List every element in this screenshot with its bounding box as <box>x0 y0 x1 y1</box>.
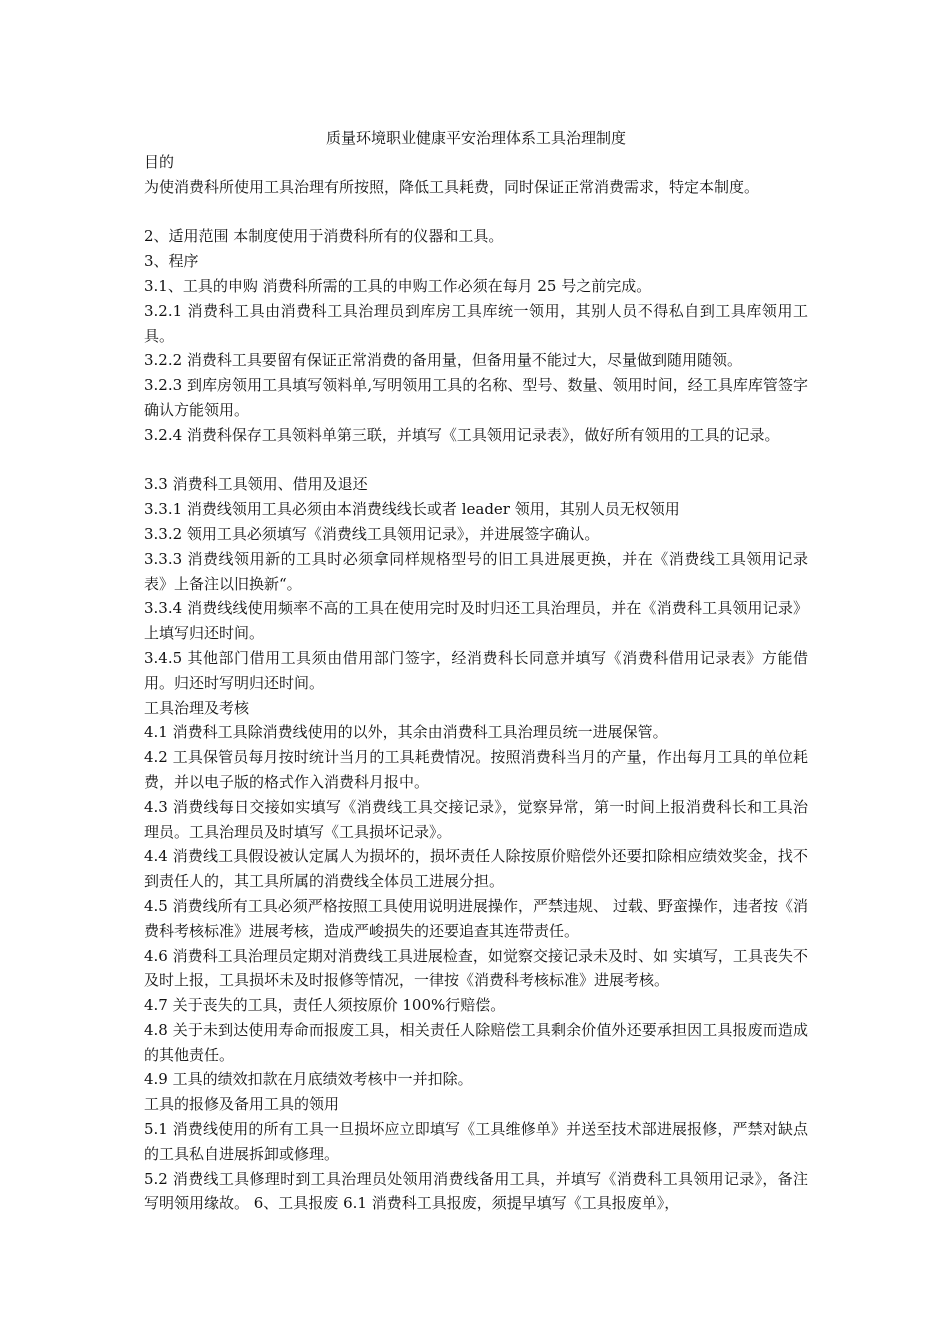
paragraph: 3.1、工具的申购 消费科所需的工具的申购工作必须在每月 25 号之前完成。 <box>144 276 652 295</box>
paragraph: 4.3 消费线每日交接如实填写《消费线工具交接记录》，觉察异常，第一时间上报消费科长和工具治理员。工具治理员及时填写《工具损坏记录》。 <box>144 797 808 841</box>
section-heading-purpose: 目的 <box>144 153 175 171</box>
paragraph: 3.4.5 其他部门借用工具须由借用部门签字，经消费科长同意并填写《消费科借用记录表》方能借用。归还时写明归还时间。 <box>144 648 808 692</box>
paragraph: 3.3.3 消费线领用新的工具时必须拿同样规格型号的旧工具进展更换，并在《消费线工具领用记录表》上备注以旧换新“。 <box>144 549 808 593</box>
paragraph: 4.8 关于未到达使用寿命而报废工具，相关责任人除赔偿工具剩余价值外还要承担因工具报废而造成的其他责任。 <box>144 1020 808 1064</box>
paragraph: 5.1 消费线使用的所有工具一旦损坏应立即填写《工具维修单》并送至技术部进展报修，严禁对缺点的工具私自进展拆卸或修理。 <box>144 1120 808 1163</box>
paragraph: 4.4 消费线工具假设被认定属人为损坏的，损坏责任人除按原价赔偿外还要扣除相应绩效奖金，找不到责任人的，其工具所属的消费线全体员工进展分担。 <box>144 847 808 891</box>
section-heading-management: 工具治理及考核 <box>144 698 250 717</box>
section-heading-scope: 2、适用范围 本制度使用于消费科所有的仪器和工具。 <box>144 227 504 246</box>
section-heading-procedure: 3、程序 <box>144 252 199 271</box>
paragraph: 4.1 消费科工具除消费线使用的以外，其余由消费科工具治理员统一进展保管。 <box>144 723 668 742</box>
paragraph: 为使消费科所使用工具治理有所按照，降低工具耗费，同时保证正常消费需求，特定本制度。 <box>144 177 760 196</box>
paragraph: 3.2.4 消费科保存工具领料单第三联，并填写《工具领用记录表》，做好所有领用的工具的记录。 <box>144 425 780 444</box>
subsection-heading: 3.3 消费科工具领用、借用及退还 <box>144 475 368 494</box>
section-heading-repair: 工具的报修及备用工具的领用 <box>144 1095 340 1114</box>
paragraph: 3.3.2 领用工具必须填写《消费线工具领用记录》，并进展签字确认。 <box>144 524 600 543</box>
paragraph: 3.3.1 消费线领用工具必须由本消费线线长或者 leader 领用，其别人员无权领用 <box>144 500 680 519</box>
paragraph: 3.2.1 消费科工具由消费科工具治理员到库房工具库统一领用，其别人员不得私自到工具库领用工具。 <box>144 301 808 345</box>
document-title: 质量环境职业健康平安治理体系工具治理制度 <box>325 129 626 147</box>
paragraph: 4.2 工具保管员每月按时统计当月的工具耗费情况。按照消费科当月的产量，作出每月工具的单位耗费，并以电子版的格式作入消费科月报中。 <box>144 748 808 791</box>
paragraph: 4.5 消费线所有工具必须严格按照工具使用说明进展操作，严禁违规、 过载、野蛮操作，违者按《消费科考核标准》进展考核，造成严峻损失的还要追查其连带责任。 <box>144 896 808 940</box>
paragraph: 5.2 消费线工具修理时到工具治理员处领用消费线备用工具，并填写《消费科工具领用记录》，备注写明领用缘故。 6、工具报废 6.1 消费科工具报废，须提早填写《工具报废单》， <box>144 1169 808 1213</box>
paragraph: 4.9 工具的绩效扣款在月底绩效考核中一并扣除。 <box>144 1070 473 1089</box>
paragraph: 4.6 消费科工具治理员定期对消费线工具进展检查，如觉察交接记录未及时、如 实填写，工具丧失不及时上报，工具损坏未及时报修等情况，一律按《消费科考核标准》进展考核。 <box>144 946 808 990</box>
paragraph: 3.2.2 消费科工具要留有保证正常消费的备用量，但备用量不能过大，尽量做到随用随领。 <box>144 351 742 370</box>
paragraph: 3.3.4 消费线线使用频率不高的工具在使用完时及时归还工具治理员，并在《消费科工具领用记录》上填写归还时间。 <box>144 599 808 643</box>
paragraph: 3.2.3 到库房领用工具填写领料单,写明领用工具的名称、型号、数量、领用时间，经工具库库管签字确认方能领用。 <box>144 376 808 419</box>
paragraph: 4.7 关于丧失的工具，责任人须按原价 100%行赔偿。 <box>144 996 506 1015</box>
document-body <box>144 126 808 1216</box>
